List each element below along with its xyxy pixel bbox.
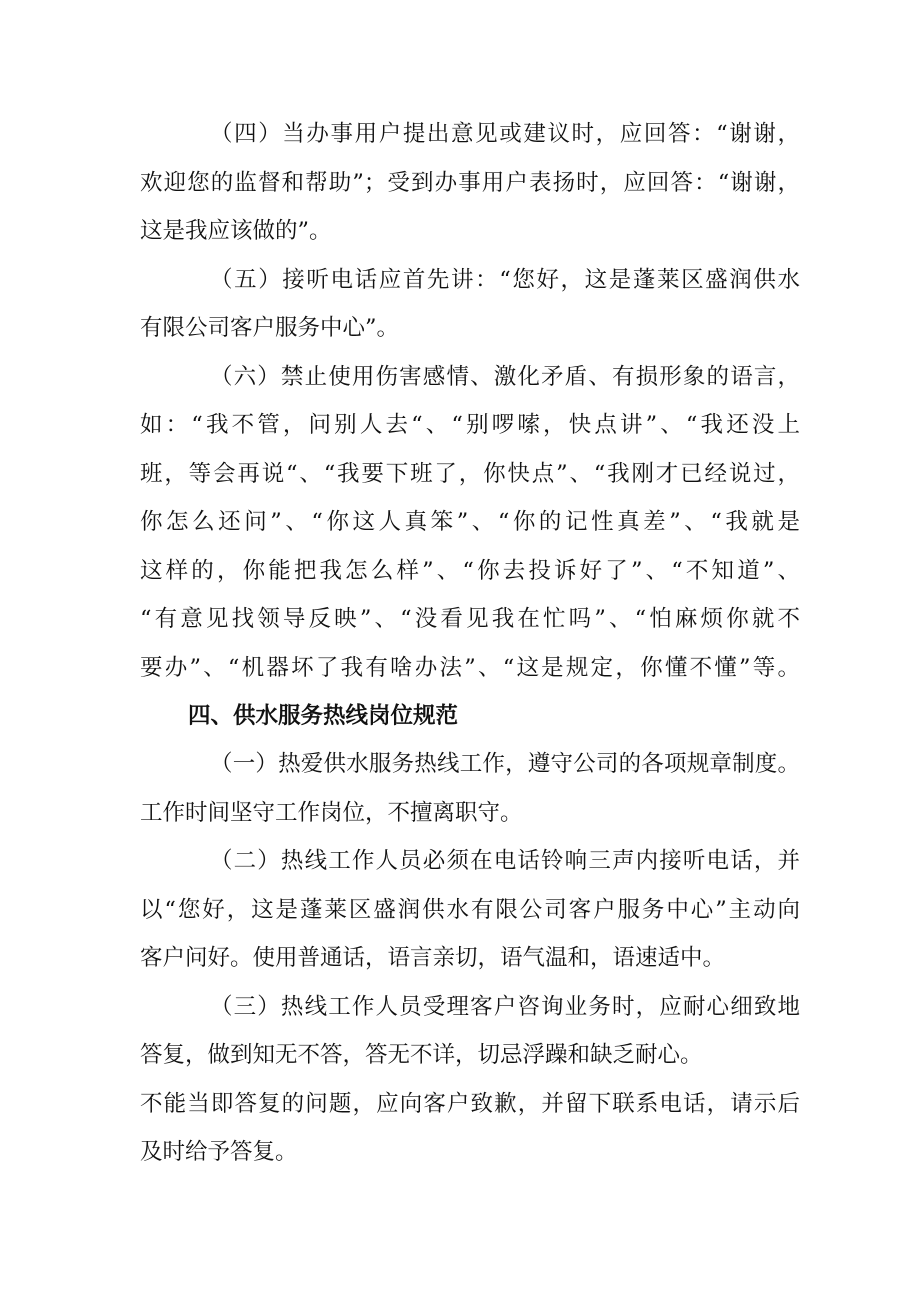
hotline-item-3-line-1: （三）热线工作人员受理客户咨询业务时，应耐心细致地 bbox=[210, 994, 800, 1020]
hotline-item-3-line-2: 答复，做到知无不答，答无不详，切忌浮躁和缺乏耐心。 bbox=[140, 1042, 703, 1068]
hotline-item-3-line-4: 及时给予答复。 bbox=[140, 1139, 298, 1165]
section-heading: 四、供水服务热线岗位规范 bbox=[188, 703, 459, 729]
paragraph-4-line-3: 这是我应该做的”。 bbox=[140, 218, 332, 244]
paragraph-6-line-6: “有意见找领导反映”、“没看见我在忙吗”、“怕麻烦你就不 bbox=[140, 606, 800, 632]
hotline-item-1-line-2: 工作时间坚守工作岗位，不擅离职守。 bbox=[140, 800, 523, 826]
hotline-item-3-line-3: 不能当即答复的问题，应向客户致歉，并留下联系电话，请示后 bbox=[140, 1091, 800, 1117]
paragraph-4-line-2: 欢迎您的监督和帮助”；受到办事用户表扬时，应回答：“谢谢， bbox=[140, 170, 800, 196]
paragraph-4-line-1: （四）当办事用户提出意见或建议时，应回答：“谢谢， bbox=[210, 121, 800, 147]
paragraph-6-line-3: 班，等会再说“、“我要下班了，你快点”、“我刚才已经说过， bbox=[140, 461, 800, 487]
paragraph-6-line-4: 你怎么还问”、“你这人真笨”、“你的记性真差”、“我就是 bbox=[140, 509, 800, 535]
paragraph-6-line-1: （六）禁止使用伤害感情、激化矛盾、有损形象的语言， bbox=[210, 364, 800, 390]
paragraph-6-line-5: 这样的，你能把我怎么样”、“你去投诉好了”、“不知道”、 bbox=[140, 558, 800, 584]
paragraph-6-line-7: 要办”、“机器坏了我有啥办法”、“这是规定，你懂不懂”等。 bbox=[140, 655, 800, 681]
hotline-item-1-line-1: （一）热爱供水服务热线工作，遵守公司的各项规章制度。 bbox=[210, 751, 800, 777]
paragraph-5-line-2: 有限公司客户服务中心”。 bbox=[140, 315, 400, 341]
hotline-item-2-line-1: （二）热线工作人员必须在电话铃响三声内接听电话，并 bbox=[210, 848, 800, 874]
paragraph-6-line-2: 如：“我不管，问别人去“、“别啰嗦，快点讲”、“我还没上 bbox=[140, 412, 800, 438]
hotline-item-2-line-3: 客户问好。使用普通话，语言亲切，语气温和，语速适中。 bbox=[140, 945, 726, 971]
paragraph-5-line-1: （五）接听电话应首先讲：“您好，这是蓬莱区盛润供水 bbox=[210, 267, 800, 293]
hotline-item-2-line-2: 以“您好，这是蓬莱区盛润供水有限公司客户服务中心”主动向 bbox=[140, 897, 800, 923]
